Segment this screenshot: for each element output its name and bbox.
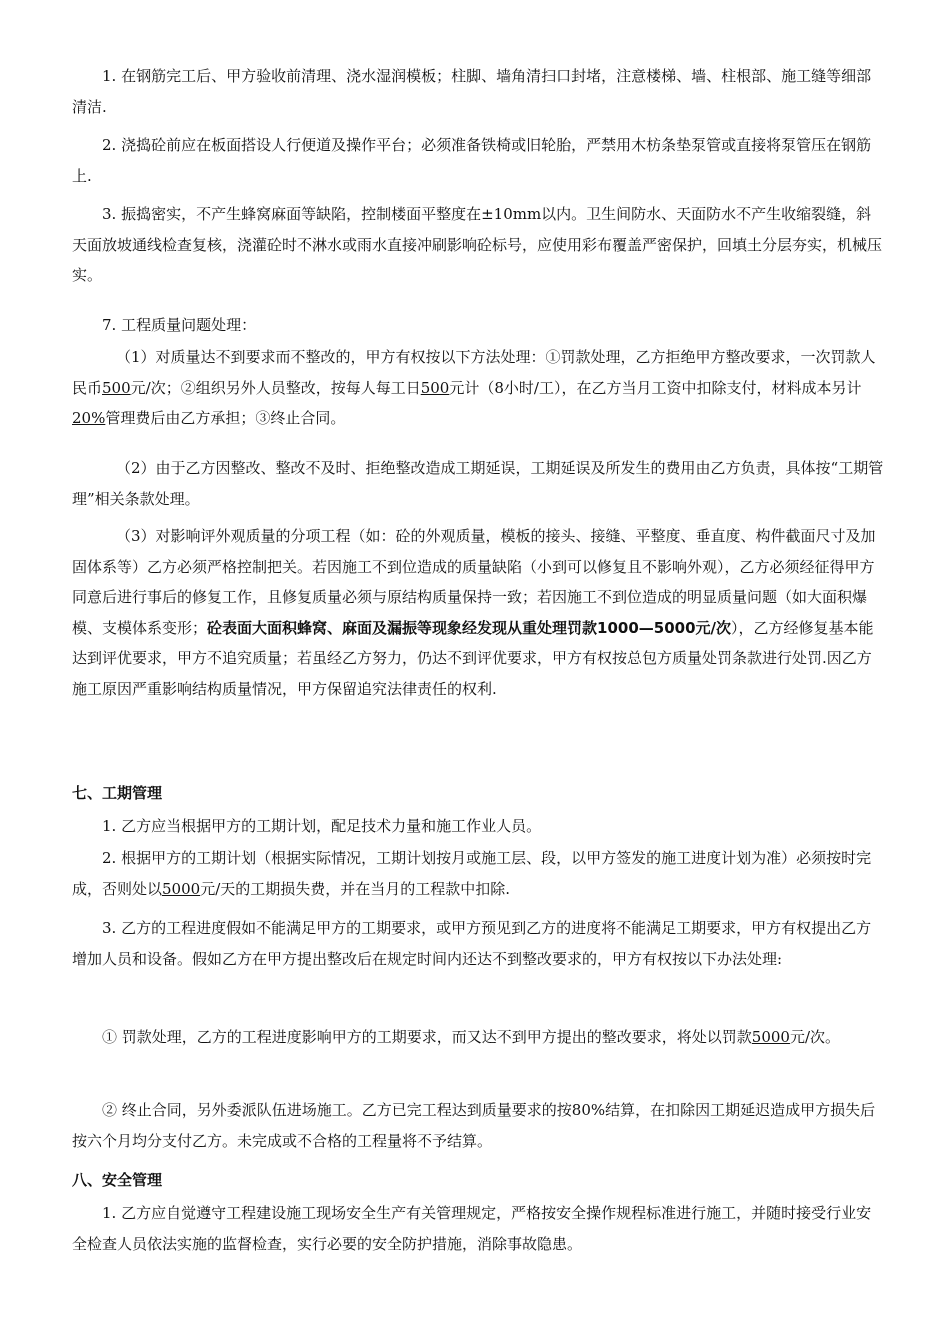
schedule-option-1 [72, 1022, 884, 1053]
quality-handling-1-text-b: 元/次；②组织另外人员整改，按每人每工日 [130, 378, 421, 397]
quality-handling-3-text-a: （3）对影响评外观质量的分项工程（如：砼的外观质量，模板的接头、接缝、平整度、垂直度、构件截面尺寸及加固体系等）乙方必须严格控制把关。若因施工不到位造成的质量缺陷（小到可以修复且不影响外观），乙方必须经征得甲方同意后进行事后的修复工作，且修复质量必须与原结构质量保持一致；若因施工不到位造成的明显质量问题（如大面积爆模、支模体系变形； [72, 527, 876, 637]
schedule-item-1: 1. 乙方应当根据甲方的工期计划，配足技术力量和施工作业人员。 [102, 817, 542, 835]
management-fee-rate: 20% [72, 409, 106, 427]
quality-handling-1-text-d: 管理费后由乙方承担；③终止合同。 [105, 409, 346, 427]
quality-handling-1-text-a: （1）对质量达不到要求而不整改的，甲方有权按以下方法处理：①罚款处理，乙方拒绝甲方整改要求，一次罚款人民币 [72, 348, 876, 397]
safety-item-1: 1. 乙方应自觉遵守工程建设施工现场安全生产有关管理规定，严格按安全操作规程标准进行施工，并随时接受行业安全检查人员依法实施的监督检查，实行必要的安全防护措施，消除事故隐患。 [72, 1204, 872, 1253]
quality-handling-3-text-b: ），乙方经修复基本能达到评优要求，甲方不追究质量；若虽经乙方努力，仍达不到评优要求，甲方有权按总包方质量处罚条款进行处罚.因乙方施工原因严重影响结构质量情况，甲方保留追究法律责任的权利. [72, 618, 874, 698]
quality-handling-1-text-c: 元计（8小时/工），在乙方当月工资中扣除支付，材料成本另计 [449, 378, 862, 397]
quality-item-3: 3. 振捣密实，不产生蜂窝麻面等缺陷，控制楼面平整度在±10mm以内。卫生间防水、天面防水不产生收缩裂缝，斜天面放坡通线检查复核，浇灌砼时不淋水或雨水直接冲刷影响砼标号，应使用彩布覆盖严密保护，回填土分层夯实，机械压实。 [72, 205, 883, 284]
quality-handling-2: （2）由于乙方因整改、整改不及时、拒绝整改造成工期延误，工期延误及所发生的费用由乙方负责，具体按“工期管理”相关条款处理。 [72, 459, 884, 508]
schedule-option-1-fine: 5000 [751, 1028, 790, 1046]
safety-heading: 八、安全管理 [72, 1171, 163, 1189]
schedule-penalty: 5000 [162, 879, 201, 898]
schedule-heading: 七、工期管理 [72, 784, 163, 802]
schedule-option-1-text-b: 元/次。 [789, 1028, 841, 1046]
quality-handling-3 [72, 521, 884, 704]
quality-item-7: 7. 工程质量问题处理： [102, 316, 257, 334]
schedule-option-2: ② 终止合同，另外委派队伍进场施工。乙方已完工程达到质量要求的按80%结算，在扣除因工期延迟造成甲方损失后按六个月均分支付乙方。未完成或不合格的工程量将不予结算。 [72, 1101, 876, 1150]
schedule-item-2-text-a: 2. 根据甲方的工期计划（根据实际情况，工期计划按月或施工层、段，以甲方签发的施工进度计划为准）必须按时完成，否则处以 [72, 849, 872, 898]
schedule-item-2 [72, 843, 884, 904]
quality-handling-1 [72, 342, 884, 434]
quality-item-2: 2. 浇捣砼前应在板面搭设人行便道及操作平台；必须准备铁椅或旧轮胎，严禁用木枋条垫泵管或直接将泵管压在钢筋上. [72, 136, 872, 185]
quality-item-1: 1. 在钢筋完工后、甲方验收前清理、浇水湿润模板；柱脚、墙角清扫口封堵，注意楼梯、墙、柱根部、施工缝等细部清洁. [72, 67, 872, 116]
daily-wage-amount: 500 [420, 378, 450, 397]
schedule-item-2-text-b: 元/天的工期损失费，并在当月的工程款中扣除. [200, 879, 511, 898]
fine-amount: 500 [102, 378, 131, 397]
quality-handling-3-bold: 砼表面大面积蜂窝、麻面及漏振等现象经发现从重处理罚款1000—5000元/次 [207, 618, 731, 637]
schedule-option-1-text-a: ① 罚款处理，乙方的工程进度影响甲方的工期要求，而又达不到甲方提出的整改要求，将处以罚款 [102, 1028, 752, 1046]
schedule-item-3: 3. 乙方的工程进度假如不能满足甲方的工期要求，或甲方预见到乙方的进度将不能满足工期要求，甲方有权提出乙方增加人员和设备。假如乙方在甲方提出整改后在规定时间内还达不到整改要求的，甲方有权按以下办法处理: [72, 919, 872, 968]
